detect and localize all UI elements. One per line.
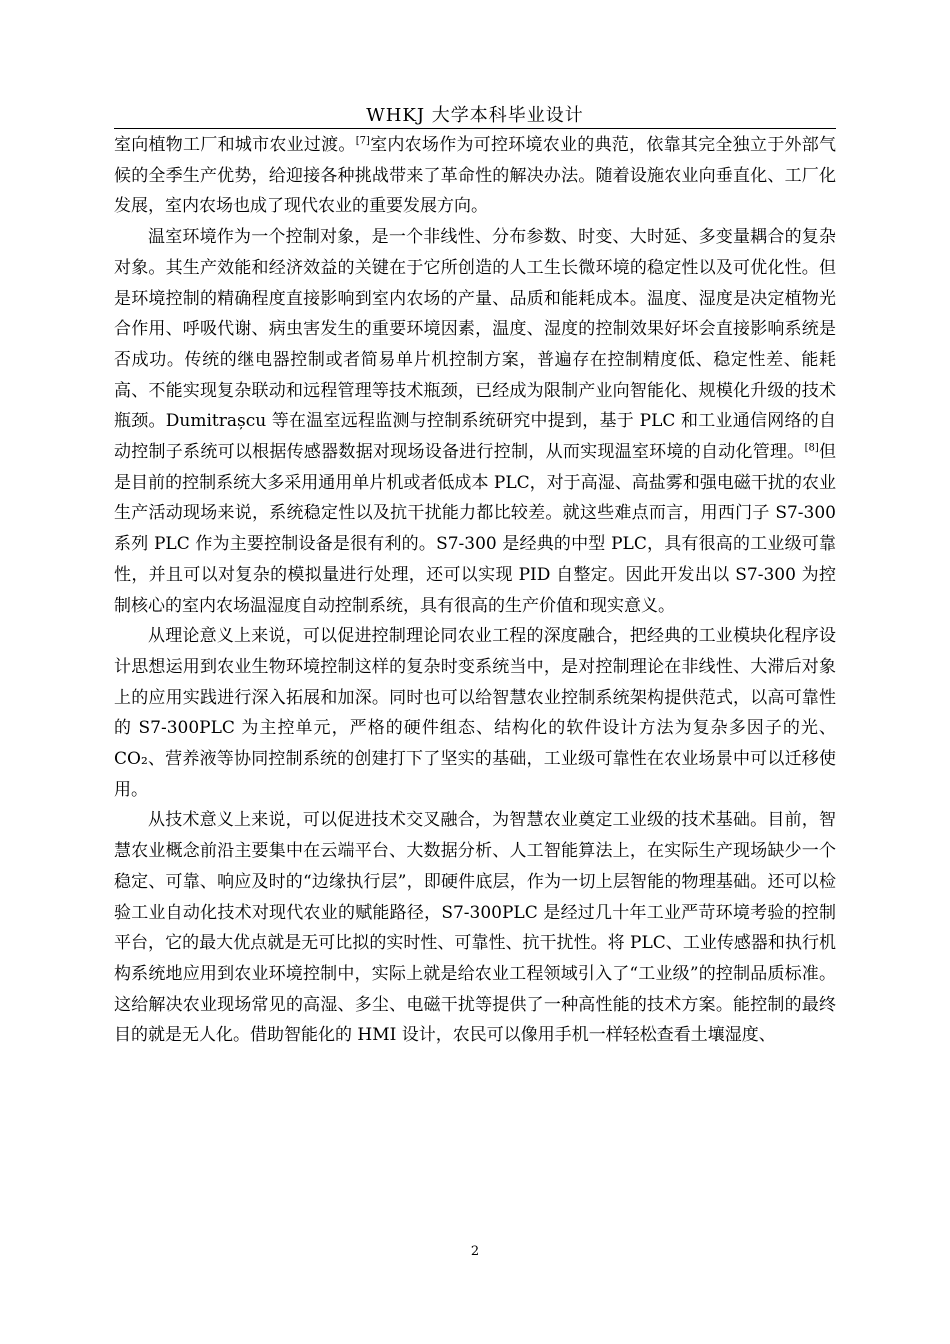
paragraph <box>114 222 836 621</box>
paragraph <box>114 130 836 222</box>
paragraph <box>114 805 836 1051</box>
paragraph <box>114 621 836 805</box>
paragraph-text: 从理论意义上来说，可以促进控制理论同农业工程的深度融合，把经典的工业模块化程序设计思想运用到农业生物环境控制这样的复杂时变系统当中，是对控制理论在非线性、大滞后对象上的应用实践进行深入拓展和加深。同时也可以给智慧农业控制系统架构提供范式，以高可靠性的 S7-300PLC 为主控单元，严格的硬件组态、结构化的软件设计方法为复杂多因子的光、CO₂、营养液等协同控制系统的创建打下了坚实的基础，工业级可靠性在农业场景中可以迁移使用。 <box>114 626 836 800</box>
paragraph-text: 温室环境作为一个控制对象，是一个非线性、分布参数、时变、大时延、多变量耦合的复杂对象。其生产效能和经济效益的关键在于它所创造的人工生长微环境的稳定性以及可优化性。但是环境控制的精确程度直接影响到室内农场的产量、品质和能耗成本。温度、湿度是决定植物光合作用、呼吸代谢、病虫害发生的重要环境因素，温度、湿度的控制效果好坏会直接影响系统是否成功。传统的继电器控制或者简易单片机控制方案，普遍存在控制精度低、稳定性差、能耗高、不能实现复杂联动和远程管理等技术瓶颈，已经成为限制产业向智能化、规模化升级的技术瓶颈。Dumitrașcu 等在温室远程监测与控制系统研究中提到，基于 PLC 和工业通信网络的自动控制子系统可以根据传感器数据对现场设备进行控制，从而实现温室环境的自动化管理。 <box>114 227 836 463</box>
paragraph-text: 室向植物工厂和城市农业过渡。 <box>114 135 356 155</box>
citation-marker: [8] <box>804 442 819 454</box>
page-header: WHKJ 大学本科毕业设计 <box>366 105 584 126</box>
paragraph-text: 但是目前的控制系统大多采用通用单片机或者低成本 PLC，对于高湿、高盐雾和强电磁干扰的农业生产活动现场来说，系统稳定性以及抗干扰能力都比较差。就这些难点而言，用西门子 S7-300 系列 PLC 作为主要控制设备是很有利的。S7-300 是经典的中型 PLC，具有很高的工业级可靠性，并且可以对复杂的模拟量进行处理，还可以实现 PID 自整定。因此开发出以 S7-300 为控制核心的室内农场温湿度自动控制系统，具有很高的生产价值和现实意义。 <box>114 442 836 616</box>
paragraph-text: 室内农场作为可控环境农业的典范，依靠其完全独立于外部气候的全季生产优势，给迎接各种挑战带来了革命性的解决办法。随着设施农业向垂直化、工厂化发展，室内农场也成了现代农业的重要发展方向。 <box>114 135 837 217</box>
page-number: 2 <box>470 1244 480 1259</box>
header-rule <box>114 128 836 129</box>
paragraph-text: 从技术意义上来说，可以促进技术交叉融合，为智慧农业奠定工业级的技术基础。目前，智慧农业概念前沿主要集中在云端平台、大数据分析、人工智能算法上，在实际生产现场缺少一个稳定、可靠、响应及时的“边缘执行层”，即硬件底层，作为一切上层智能的物理基础。还可以检验工业自动化技术对现代农业的赋能路径，S7-300PLC 是经过几十年工业严苛环境考验的控制平台，它的最大优点就是无可比拟的实时性、可靠性、抗干扰性。将 PLC、工业传感器和执行机构系统地应用到农业环境控制中，实际上就是给农业工程领域引入了“工业级”的控制品质标准。这给解决农业现场常见的高湿、多尘、电磁干扰等提供了一种高性能的技术方案。能控制的最终目的就是无人化。借助智能化的 HMI 设计，农民可以像用手机一样轻松查看土壤湿度、 <box>114 810 836 1046</box>
body-text <box>114 130 836 1051</box>
citation-marker: [7] <box>355 135 370 147</box>
